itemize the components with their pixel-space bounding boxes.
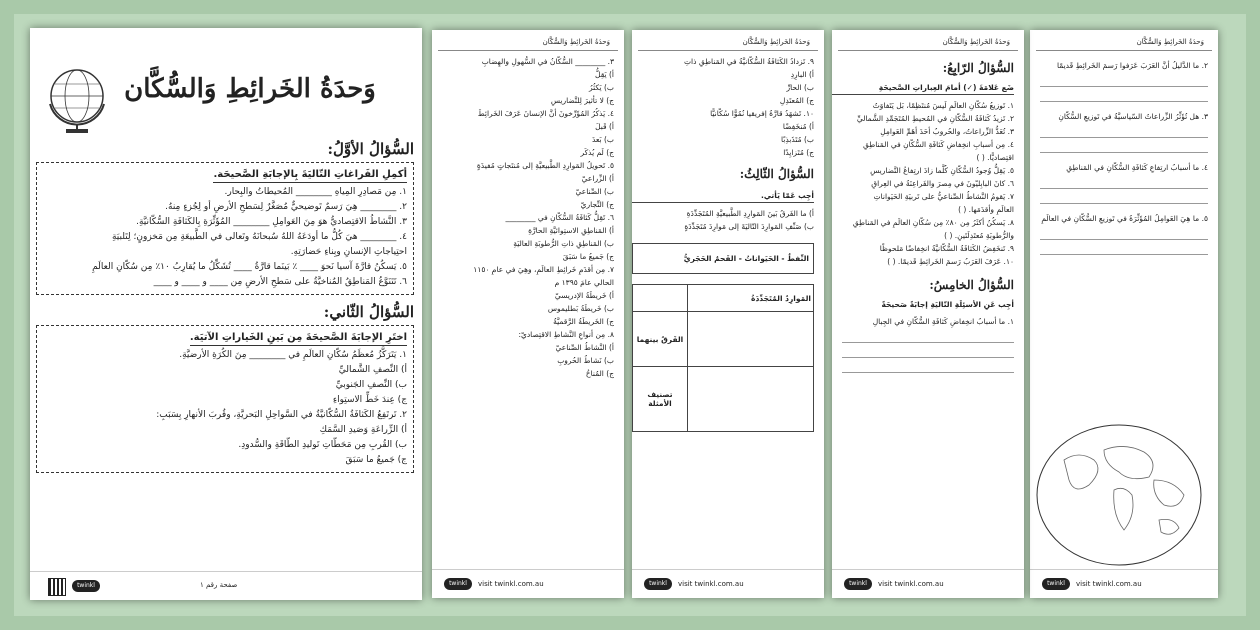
q-line: ٣. تُعَدُّ الزِّراعاتُ، والحُروبُ أحَدَ أهَمِّ العَوامِلِ <box>880 127 1014 136</box>
q-line: اقتِصاديًّا. ( ) <box>976 153 1014 162</box>
q-line: أ) مُنخَفِضًا <box>782 122 814 131</box>
question-1-heading: السُّؤالُ الأوَّلُ: <box>327 140 414 158</box>
q-line: ج) التِّجاريّ <box>580 200 614 209</box>
worksheet-page-3 <box>632 30 824 598</box>
q1-line: ٢. ________ هِيَ رَسمٌ تَوضيحيٌّ مُصَغَّرٌ لِسَطحِ الأرضِ أو لِجُزءٍ مِنهُ. <box>165 202 407 212</box>
q-line: ٥. تَحويلُ المَوارِدِ الطَّبيعيَّةِ إلى مُنتَجاتٍ مُفيدَةٍ <box>476 161 614 170</box>
page-header: وَحدَةُ الخَرائِطِ وَالسُّكَّان <box>638 30 818 51</box>
footer-url: visit twinkl.com.au <box>678 580 744 588</box>
q1-line: ٤. ________ هيَ كُلُّ ما أودَعَهُ اللهُ سُبحانَهُ وتَعالى في الطَّبيعَةِ مِن مَخزونٍ؛ لِتَلبيَةِ <box>111 232 407 242</box>
q-line: ٤. ما أسبابُ ارتِفاعِ كَثافَةِ السُّكّانِ في المَناطِقِ <box>1066 163 1208 172</box>
worksheet-page-1 <box>30 28 422 600</box>
world-map-icon <box>1034 420 1204 570</box>
question-4-instruction: ضَع عَلامَةَ (✓) أمامَ العِباراتِ الصَّحيحَةِ <box>832 81 1014 95</box>
q1-line: احتِياجاتِ الإنسانِ وبِناءِ حَضارَتِهِ. <box>290 247 407 257</box>
q1-line: ١. مِن مَصادِرِ المِياهِ ________ المُحيطاتُ والبِحار. <box>224 187 407 197</box>
answer-line <box>842 358 1014 373</box>
q2-line: ج) جَميعُ ما سَبَقَ <box>345 455 407 465</box>
question-3-heading: السُّؤالُ الثّالِثُ: <box>739 167 814 181</box>
answer-line <box>1040 240 1208 255</box>
q1-line: ٦. تَتَنَوَّعُ المَناطِقُ المُناخيَّةُ على سَطحِ الأرضِ مِن ____ و ____ و ____ <box>153 277 407 287</box>
q1-line: ٣. النَّشاطُ الاقتِصاديُّ هوَ مِنَ العَوامِلِ ________ المُؤَثِّرَةِ بِالكَثافَةِ السُّكّانيَّةِ. <box>136 217 407 227</box>
table-row-label: تصنيف الأمثلة <box>633 367 688 432</box>
qr-code-icon <box>48 578 66 596</box>
page-footer <box>632 569 824 598</box>
page-footer <box>832 569 1024 598</box>
q1-line: ٥. يَسكُنُ قارَّةَ آسيا نَحوَ ____ ٪ بَينَما قارَّةُ ____ تُشَكِّلُ ما يُقارِبُ ١٠٪ مِن سُكّانِ العالَمِ <box>92 262 407 272</box>
q-line: ج) المُناخُ <box>585 369 614 378</box>
twinkl-logo: twinkl <box>72 580 100 592</box>
question-2-instruction: اختَرِ الإجابَةَ الصَّحيحَةَ مِن بَينِ الخَياراتِ الآتيَة. <box>190 330 407 346</box>
page-header: وَحدَةُ الخَرائِطِ وَالسُّكَّان <box>438 30 618 51</box>
q-line: ٥. ما هِيَ العَوامِلُ المُؤَثِّرَةُ في تَوزيعِ السُّكّانِ في العالَمِ <box>1041 214 1208 223</box>
q-line: ج) جَميعُ ما سَبَقَ <box>562 252 614 261</box>
twinkl-logo: twinkl <box>844 578 872 590</box>
q-line: ٦. تَقِلُّ كَثافَةُ السُّكّانِ في ________ <box>505 213 614 222</box>
q-line: أ) يَقِلُّ <box>595 70 614 79</box>
q-line: أ) قَبلَ <box>595 122 614 131</box>
page-footer <box>432 569 624 598</box>
page-footer <box>30 571 422 600</box>
q-line: ٨. يَسكُنُ أكثَرُ مِن ٨٠٪ مِن سُكّانِ العالَمِ في المَناطِقِ <box>852 218 1014 227</box>
table-header: المَوارِدُ المُتَجَدِّدَةُ <box>688 285 814 312</box>
q-line: ٩. تَزدادُ الكَثافَةُ السُّكّانيَّةُ في المَناطِقِ ذاتِ <box>683 57 814 66</box>
q-line: أ) ما الفَرقُ بَينَ المَوارِدِ الطَّبيعيَّةِ المُتَجَدِّدَةِ <box>686 209 814 218</box>
answer-line <box>1040 138 1208 153</box>
q2-line: ٢. تَرتَفِعُ الكَثافَةُ السُّكّانيَّةُ في السَّواحِلِ البَحريَّةِ، وقُربَ الأنهارِ بِسَبَبِ: <box>156 410 407 420</box>
answer-line <box>1040 123 1208 138</box>
q-line: ١. تَوزيعُ سُكّانِ العالَمِ لَيسَ مُنتَظِمًا، بَل يَتَفاوَتُ <box>872 101 1014 110</box>
table-row-label: الفَرقُ بينهما <box>633 312 688 367</box>
answer-line <box>1040 174 1208 189</box>
worksheet-page-5 <box>1030 30 1218 598</box>
q-line: ٧. يَقومُ النَّشاطُ الصِّناعيُّ على تَربيَةِ الحَيَواناتِ <box>873 192 1014 201</box>
q-line: ب) نَشاطُ الحُروبِ <box>557 356 614 365</box>
resources-table <box>632 284 814 432</box>
q-line: ب) صَنِّفِ المَوارِدَ التّاليَةَ إلى مَوارِدَ مُتَجَدِّدَةٍ <box>684 222 814 231</box>
q-line: ٢. تَزيدُ كَثافَةُ السُّكّانِ في المُحيطِ المُتَجَمِّدِ الشَّماليِّ <box>856 114 1014 123</box>
answer-line <box>842 328 1014 343</box>
q-line: ب) مُتَذَبذِبًا <box>781 135 814 144</box>
q-line: أ) النَّشاطُ الصِّناعيّ <box>555 343 614 352</box>
q-line: ب) يَكثُرُ <box>588 83 614 92</box>
q-line: الحالي عامَ ١٣٩٥ م <box>554 278 614 287</box>
q-line: ٤. مِن أسبابِ انخِفاضِ كَثافَةِ السُّكّانِ في المَناطِقِ <box>863 140 1014 149</box>
q-line: ٣. هل تُؤَثِّرُ الزِّراعاتُ السّياسيَّةُ في تَوزيعِ السُّكّانِ <box>1058 112 1208 121</box>
q-line: ج) الخَريطَةُ الرَّقميَّةُ <box>553 317 614 326</box>
twinkl-logo: twinkl <box>444 578 472 590</box>
question-3-instruction: أجِب عَمّا يَأتي. <box>632 189 814 203</box>
q-line: ٤. يَذكُرُ المُؤَرِّخونَ أنَّ الإنسانَ عَرَفَ الخَرائِطَ <box>477 109 614 118</box>
unit-title: وَحدَةُ الخَرائِطِ وَالسُّكَّان <box>124 74 376 104</box>
q-line: ٣. ________ السُّكّانُ في السُّهولِ والهِضابِ <box>481 57 614 66</box>
q2-line: أ) النِّصفِ الشَّماليِّ <box>338 365 407 375</box>
page-header: وَحدَةُ الخَرائِطِ وَالسُّكَّان <box>1036 30 1212 51</box>
worksheet-page-2 <box>432 30 624 598</box>
word-box: النِّفطُ - الحَيَواناتُ - الفَحمُ الحَجَريُّ <box>632 243 814 274</box>
q-line: ب) بَعدَ <box>591 135 614 144</box>
q-line: أ) الزِّراعيّ <box>581 174 614 183</box>
q-line: العالَمِ وأقدَمَها. ( ) <box>958 205 1014 214</box>
q-line: ب) الصِّناعيّ <box>575 187 614 196</box>
q-line: ١٠. عَرَفَ العَرَبُ رَسمَ الخَرائِطِ قَديمًا. ( ) <box>887 257 1014 266</box>
q-line: ج) مُتَزايِدًا <box>783 148 814 157</box>
question-2-heading: السُّؤالُ الثّاني: <box>323 303 414 321</box>
q2-line: ب) النِّصفِ الجَنوبيِّ <box>335 380 407 390</box>
page-header: وَحدَةُ الخَرائِطِ وَالسُّكَّان <box>838 30 1018 51</box>
footer-url: visit twinkl.com.au <box>478 580 544 588</box>
answer-line <box>1040 225 1208 240</box>
q-line: ٧. مِن أقدَمِ خَرائِطِ العالَمِ، وهِيَ في عامِ ١١٥٠ <box>473 265 614 274</box>
q-line: ٥. يَقِلُّ وُجودُ السُّكّانِ كُلَّما زادَ ارتِفاعُ التَّضاريسِ <box>870 166 1014 175</box>
answer-line <box>1040 72 1208 87</box>
twinkl-logo: twinkl <box>1042 578 1070 590</box>
q2-line: ج) عِندَ خَطِّ الاستِواءِ <box>332 395 407 405</box>
question-5-heading: السُّؤالُ الخامِسُ: <box>929 278 1014 292</box>
q-line: ١٠. تَشهَدُ قارَّةُ إفريقيا نُمُوًّا سُكّانيًّا <box>710 109 814 118</box>
question-1-box <box>36 162 414 295</box>
q-line: أ) خَريطَةُ الإدريسيّ <box>554 291 614 300</box>
q2-line: ب) القُربِ مِن مَحَطّاتِ تَوليدِ الطّاقَةِ والسُّدودِ. <box>238 440 407 450</box>
answer-line <box>1040 87 1208 102</box>
q-line: أ) المَناطِقِ الاستِوائيَّةِ الحارَّةِ <box>528 226 614 235</box>
page-number: صفحة رقم ١ <box>200 581 238 589</box>
answer-line <box>842 343 1014 358</box>
q-line: ب) خَريطَةُ بَطليموس <box>547 304 614 313</box>
q-line: ٢. ما الدَّليلُ أنَّ العَرَبَ عَرَفوا رَسمَ الخَرائِطِ قَديمًا <box>1056 61 1208 70</box>
answer-line <box>1040 189 1208 204</box>
q2-line: أ) الزِّراعَةِ وَصَيدِ السَّمَكِ <box>319 425 407 435</box>
q-line: والرُّطوبَةِ مُعتَدِلَتَينِ. ( ) <box>944 231 1014 240</box>
q-line: ٨. مِن أنواعِ النَّشاطِ الاقتِصاديّ: <box>518 330 614 339</box>
q-line: ج) لَم يُذكَر <box>580 148 614 157</box>
q-line: ٩. تَنخَفِضُ الكَثافَةُ السُّكّانيَّةُ انخِفاضًا مَلحوظًا <box>879 244 1014 253</box>
q-line: ب) الحارِّ <box>786 83 814 92</box>
worksheet-page-4 <box>832 30 1024 598</box>
twinkl-logo: twinkl <box>644 578 672 590</box>
question-2-box <box>36 325 414 473</box>
q-line: ٦. كانَ البابِليّونَ في مِصرَ والفَراعِنَةُ في العِراقِ <box>871 179 1014 188</box>
q-line: ج) لا تأثيرَ لِلتَّضاريسِ <box>550 96 614 105</box>
q-line: ١. ما أسبابُ انخِفاضِ كَثافَةِ السُّكّانِ في الجِبالِ <box>872 317 1014 326</box>
question-5-instruction: أجِب عَنِ الأسئِلَةِ التّاليَةِ إجابَةً صَحيحَةً <box>881 300 1014 309</box>
q-line: ب) المَناطِقِ ذاتِ الرُّطوبَةِ العاليَةِ <box>513 239 614 248</box>
footer-url: visit twinkl.com.au <box>1076 580 1142 588</box>
question-4-heading: السُّؤالُ الرّابِعُ: <box>942 61 1014 75</box>
page-footer <box>1030 569 1218 598</box>
q-line: أ) البارِدِ <box>790 70 814 79</box>
q-line: ج) المُعتَدِلِ <box>779 96 814 105</box>
footer-url: visit twinkl.com.au <box>878 580 944 588</box>
q2-line: ١. يَتَرَكَّزُ مُعظَمُ سُكّانِ العالَمِ في ________ مِنَ الكُرَةِ الأرضيَّةِ. <box>179 350 407 360</box>
question-1-instruction: أكمِلِ الفَراغاتِ التّاليَةَ بِالإجابَةِ الصَّحيحَة. <box>213 167 407 183</box>
